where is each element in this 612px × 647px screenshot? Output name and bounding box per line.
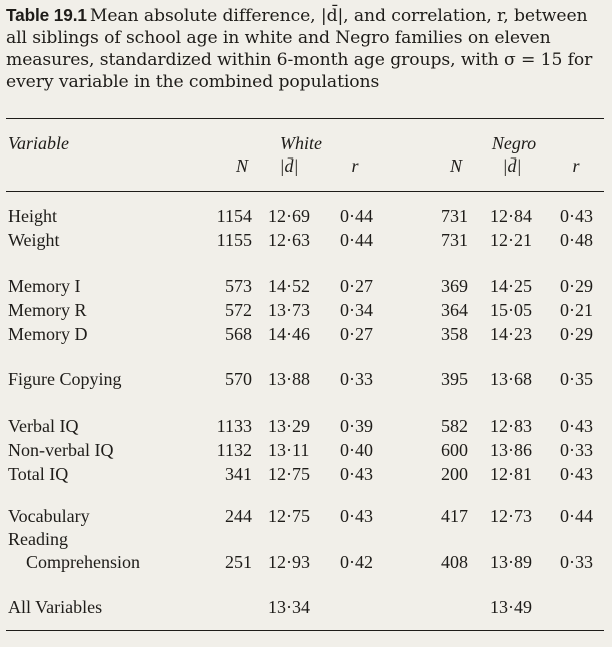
cell-negro-d: 12·81	[490, 464, 532, 484]
header-group-negro: Negro	[491, 133, 537, 153]
cell-white-d: 12·69	[268, 206, 310, 226]
cell-negro-n: 395	[441, 369, 468, 389]
cell-negro-n: 364	[441, 300, 468, 320]
cell-negro-d: 13·68	[490, 369, 532, 389]
row-variable-label-cont: Comprehension	[26, 552, 140, 572]
row-variable-label: Reading	[8, 529, 68, 549]
cell-negro-n: 408	[441, 552, 468, 572]
header-white-d: |d̄|	[279, 156, 299, 176]
cell-negro-n: 731	[441, 206, 468, 226]
cell-white-n: 251	[225, 552, 252, 572]
cell-white-d: 12·63	[268, 230, 310, 250]
header-negro-d: |d̄|	[502, 156, 522, 176]
cell-white-r: 0·27	[340, 276, 373, 296]
cell-negro-r: 0·44	[560, 506, 593, 526]
cell-white-r: 0·39	[340, 416, 373, 436]
cell-negro-n: 200	[441, 464, 468, 484]
cell-negro-d: 13·86	[490, 440, 532, 460]
header-white-n: N	[235, 156, 248, 176]
cell-negro-d: 15·05	[490, 300, 532, 320]
cell-negro-r: 0·33	[560, 552, 593, 572]
cell-white-d: 13·88	[268, 369, 310, 389]
bottom-rule	[6, 630, 604, 631]
row-variable-label: Weight	[8, 230, 60, 250]
cell-white-d: 13·29	[268, 416, 310, 436]
cell-white-d: 12·93	[268, 552, 310, 572]
cell-negro-n: 417	[441, 506, 468, 526]
summary-label: All Variables	[8, 597, 103, 617]
cell-white-r: 0·43	[340, 506, 373, 526]
row-variable-label: Total IQ	[8, 464, 69, 484]
cell-negro-n: 731	[441, 230, 468, 250]
cell-negro-n: 369	[441, 276, 468, 296]
cell-negro-r: 0·33	[560, 440, 593, 460]
cell-white-r: 0·34	[340, 300, 373, 320]
cell-white-r: 0·44	[340, 230, 373, 250]
cell-negro-n: 600	[441, 440, 468, 460]
cell-white-n: 572	[225, 300, 252, 320]
cell-negro-r: 0·21	[560, 300, 593, 320]
header-group-white: White	[280, 133, 322, 153]
summary-white-d: 13·34	[268, 597, 310, 617]
cell-negro-r: 0·43	[560, 206, 593, 226]
cell-white-r: 0·42	[340, 552, 373, 572]
cell-negro-r: 0·35	[560, 369, 593, 389]
cell-white-n: 573	[225, 276, 252, 296]
cell-negro-d: 14·25	[490, 276, 532, 296]
cell-white-n: 570	[225, 369, 252, 389]
row-variable-label: Non-verbal IQ	[8, 440, 114, 460]
cell-white-r: 0·33	[340, 369, 373, 389]
cell-negro-d: 12·84	[490, 206, 532, 226]
table-caption-text: Mean absolute difference, |d̄|, and correlation, r, between all siblings of school age in white and Negro families on eleven measures, standardized within 6-month age groups, with σ = 15 for every variable in the combined populations	[6, 6, 593, 92]
row-variable-label: Figure Copying	[8, 369, 122, 389]
header-negro-n: N	[449, 156, 462, 176]
cell-negro-n: 358	[441, 324, 468, 344]
cell-white-r: 0·44	[340, 206, 373, 226]
cell-negro-r: 0·48	[560, 230, 593, 250]
cell-white-r: 0·43	[340, 464, 373, 484]
top-rule	[6, 118, 604, 119]
cell-negro-d: 12·83	[490, 416, 532, 436]
header-negro-r: r	[572, 156, 580, 176]
cell-negro-d: 12·21	[490, 230, 532, 250]
cell-white-n: 1154	[216, 206, 252, 226]
cell-white-n: 341	[225, 464, 252, 484]
table-label: Table 19.1	[6, 5, 87, 25]
summary-negro-d: 13·49	[490, 597, 532, 617]
cell-white-n: 568	[225, 324, 252, 344]
header-variable: Variable	[8, 133, 69, 153]
cell-negro-d: 13·89	[490, 552, 532, 572]
cell-white-d: 12·75	[268, 464, 310, 484]
cell-negro-r: 0·43	[560, 464, 593, 484]
header-white-r: r	[351, 156, 359, 176]
cell-white-d: 14·46	[268, 324, 310, 344]
cell-negro-r: 0·29	[560, 324, 593, 344]
cell-white-d: 13·73	[268, 300, 310, 320]
cell-white-n: 244	[225, 506, 252, 526]
row-variable-label: Vocabulary	[8, 506, 90, 526]
cell-white-n: 1132	[216, 440, 252, 460]
row-variable-label: Memory R	[8, 300, 87, 320]
cell-negro-n: 582	[441, 416, 468, 436]
cell-white-n: 1155	[216, 230, 252, 250]
cell-white-d: 12·75	[268, 506, 310, 526]
cell-negro-d: 14·23	[490, 324, 532, 344]
cell-negro-r: 0·29	[560, 276, 593, 296]
cell-white-r: 0·40	[340, 440, 373, 460]
cell-white-r: 0·27	[340, 324, 373, 344]
row-variable-label: Memory D	[8, 324, 88, 344]
header-rule	[6, 191, 604, 192]
cell-white-d: 14·52	[268, 276, 310, 296]
cell-white-n: 1133	[216, 416, 252, 436]
row-variable-label: Verbal IQ	[8, 416, 79, 436]
cell-negro-d: 12·73	[490, 506, 532, 526]
cell-negro-r: 0·43	[560, 416, 593, 436]
row-variable-label: Height	[8, 206, 57, 226]
cell-white-d: 13·11	[268, 440, 310, 460]
row-variable-label: Memory I	[8, 276, 81, 296]
table-caption	[6, 4, 608, 93]
